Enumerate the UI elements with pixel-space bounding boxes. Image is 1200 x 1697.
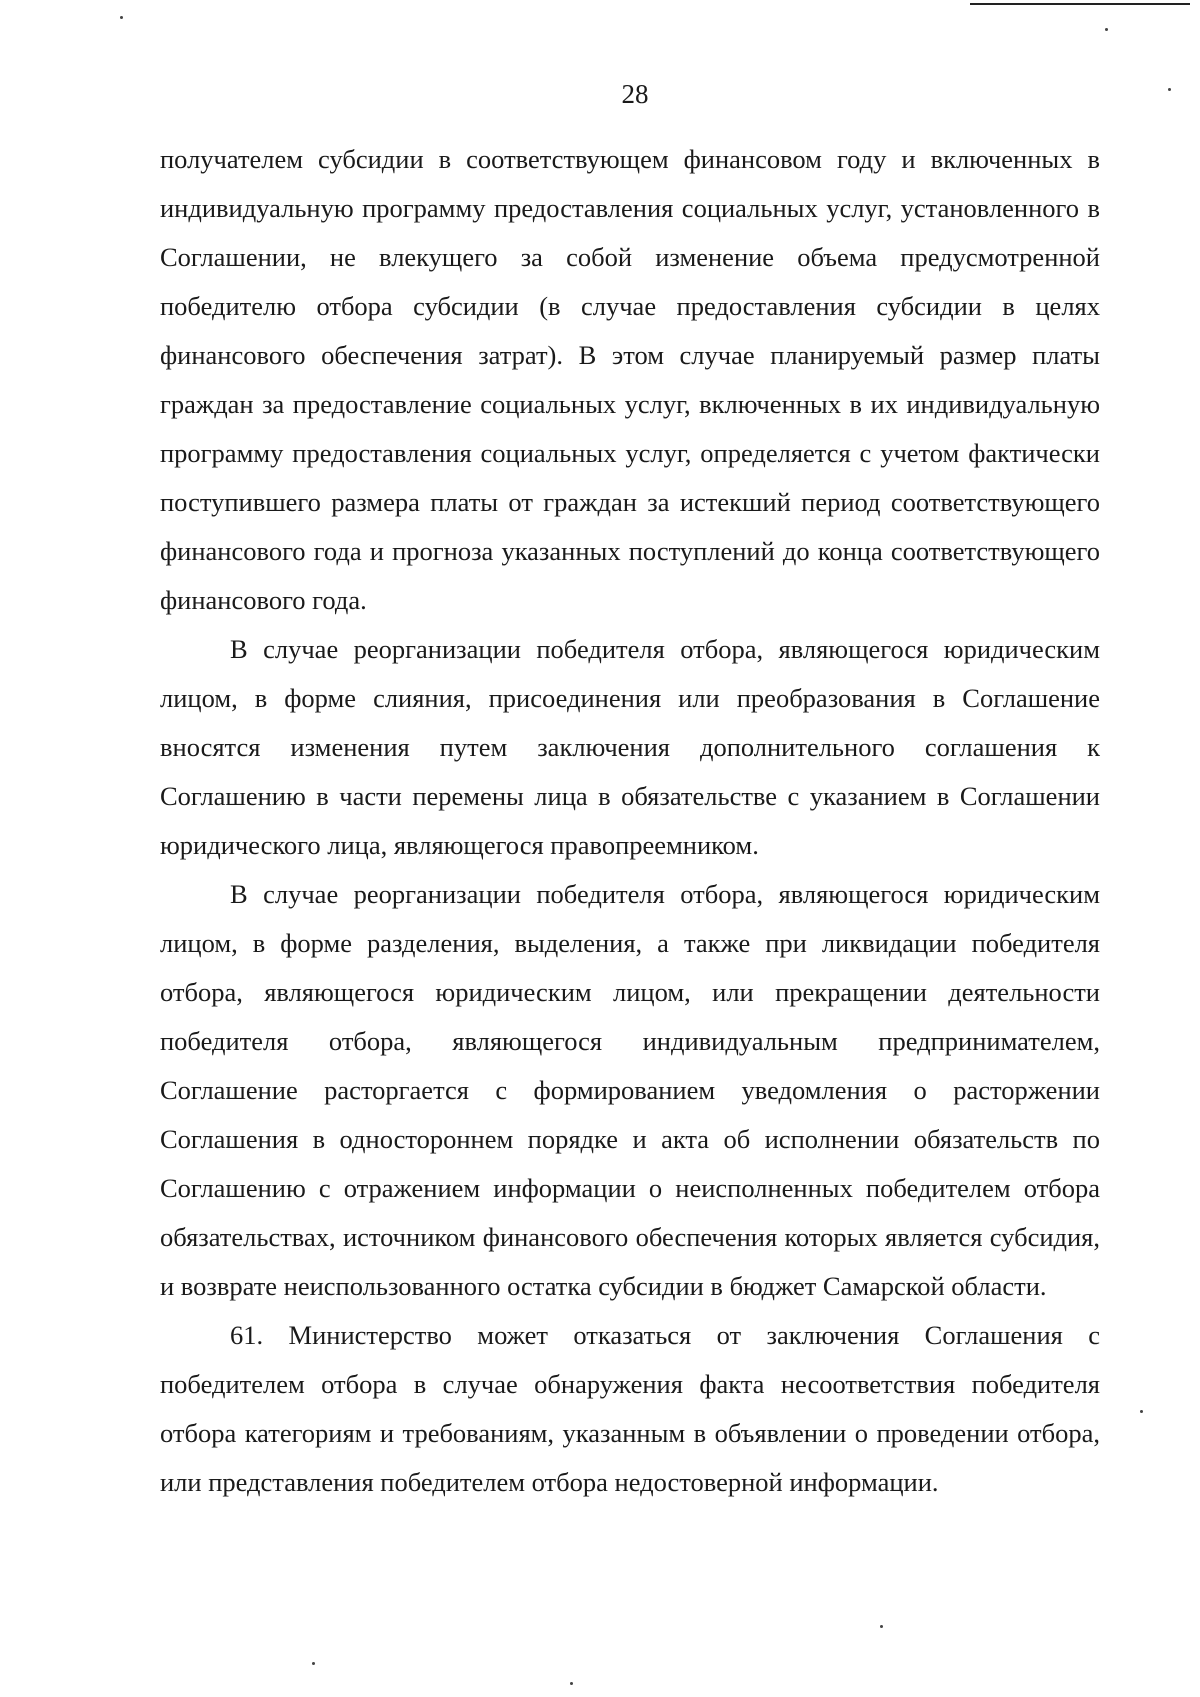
scan-speck xyxy=(880,1625,883,1628)
page-number: 28 xyxy=(621,79,649,109)
document-body xyxy=(160,135,1100,1507)
top-edge-rule xyxy=(970,3,1190,5)
paragraph-continuation: получателем субсидии в соответствующем финансовом году и включенных в индивидуальную программу предоставления социальных услуг, установленного в Соглашении, не влекущего за собой изменение объема предусмотренной победителю отбора субсидии (в случае предоставления субсидии в целях финансового обеспечения затрат). В этом случае планируемый размер платы граждан за предоставление социальных услуг, включенных в их индивидуальную программу предоставления социальных услуг, определяется с учетом фактически поступившего размера платы от граждан за истекший период соответствующего финансового года и прогноза указанных поступлений до конца соответствующего финансового года. xyxy=(160,144,1100,615)
scan-speck xyxy=(1105,28,1108,31)
paragraph-61-refusal: 61. Министерство может отказаться от заключения Соглашения с победителем отбора в случае обнаружения факта несоответствия победителя отбора категориям и требованиям, указанным в объявлении о проведении отбора, или представления победителем отбора недостоверной информации. xyxy=(160,1320,1100,1497)
scan-speck xyxy=(312,1662,315,1665)
paragraph-reorganization-division: В случае реорганизации победителя отбора, являющегося юридическим лицом, в форме разделения, выделения, а также при ликвидации победителя отбора, являющегося юридическим лицом, или прекращении деятельности победителя отбора, являющегося индивидуальным предпринимателем, Соглашение расторгается с формированием уведомления о расторжении Соглашения в одностороннем порядке и акта об исполнении обязательств по Соглашению с отражением информации о неисполненных победителем отбора обязательствах, источником финансового обеспечения которых является субсидия, и возврате неиспользованного остатка субсидии в бюджет Самарской области. xyxy=(160,879,1100,1301)
scan-speck xyxy=(1168,88,1171,91)
scan-speck xyxy=(570,1682,573,1685)
scan-speck xyxy=(120,16,123,19)
scan-speck xyxy=(1140,1410,1143,1413)
paragraph-reorganization-merger: В случае реорганизации победителя отбора, являющегося юридическим лицом, в форме слияния, присоединения или преобразования в Соглашение вносятся изменения путем заключения дополнительного соглашения к Соглашению в части перемены лица в обязательстве с указанием в Соглашении юридического лица, являющегося правопреемником. xyxy=(160,634,1100,860)
